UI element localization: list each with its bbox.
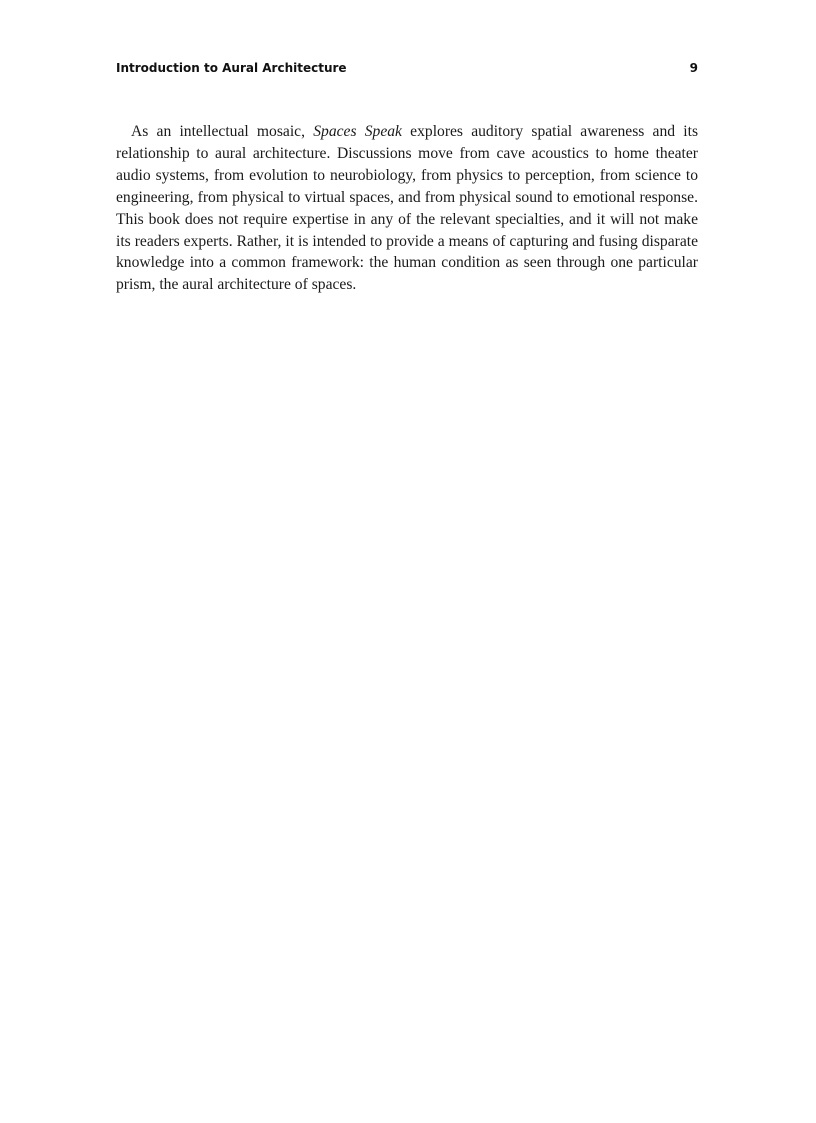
- paragraph-rest: explores auditory spatial awareness and its relationship to aural architecture. Discussions move from cave acoustics to home theater audio systems, from evolution to neurobiology, from physics to perception, from science to engineering, from physical to virtual spaces, and from physical sound to emotional response. This book does not require expertise in any of the relevant specialties, and it will not make its readers experts. Rather, it is intended to provide a means of capturing and fusing disparate knowledge into a common framework: the human condition as seen through one particular prism, the aural architecture of spaces.: [116, 123, 699, 294]
- page-number: 9: [689, 61, 698, 75]
- running-title: Introduction to Aural Architecture: [116, 61, 347, 75]
- book-title: Spaces Speak: [313, 123, 402, 140]
- body-paragraph: [116, 121, 698, 296]
- running-head: [116, 59, 698, 77]
- paragraph-lead: As an intellectual mosaic,: [131, 123, 314, 140]
